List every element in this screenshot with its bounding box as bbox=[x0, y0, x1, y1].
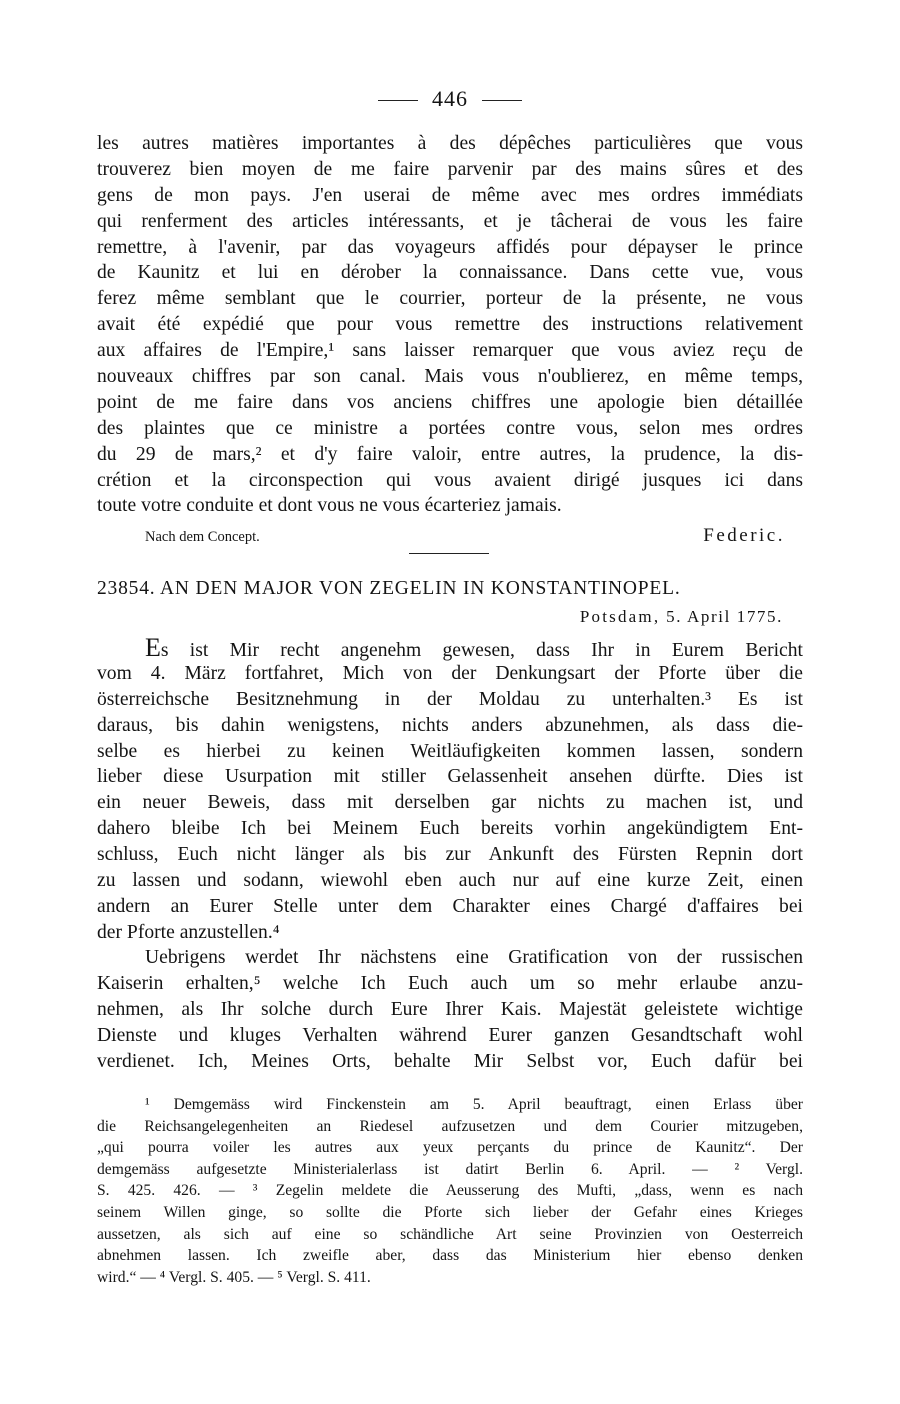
header-dash-left bbox=[378, 100, 418, 101]
footnote-line: wird.“ — ⁴ Vergl. S. 405. — ⁵ Vergl. S. 411. bbox=[97, 1268, 371, 1286]
source-note: Nach dem Concept. bbox=[145, 529, 260, 545]
text-line: qui renferment des articles intéressants, et je tâcherai de vous les faire bbox=[97, 210, 803, 232]
document-heading bbox=[97, 578, 803, 600]
text-line: vom 4. März fortfahret, Mich von der Denkungsart der Pforte über die bbox=[97, 662, 803, 684]
text-line: der Pforte anzustellen.⁴ bbox=[97, 921, 280, 943]
footnote-line: „qui pourra voiler les autres aux yeux perçants du prince de Kaunitz“. Der bbox=[97, 1139, 803, 1157]
text-line: Kaiserin erhalten,⁵ welche Ich Euch auch um so mehr erlaube anzu- bbox=[97, 972, 803, 994]
text-line: gens de mon pays. J'en userai de même avec mes ordres immédiats bbox=[97, 184, 803, 206]
text-line: Dienste und kluges Verhalten während Eurer ganzen Gesandtschaft wohl bbox=[97, 1024, 803, 1046]
text-line: daraus, bis dahin wenigstens, nichts anders abzunehmen, als dass die- bbox=[97, 714, 803, 736]
footnote-line: abnehmen lassen. Ich zweifle aber, dass das Ministerium hier ebenso denken bbox=[97, 1247, 803, 1265]
text-line: nehmen, als Ihr solche durch Eure Ihrer Kais. Majestät geleistete wichtige bbox=[97, 998, 803, 1020]
text-line: nouveaux chiffres par son canal. Mais vous n'oublierez, en même temps, bbox=[97, 366, 803, 388]
text-line: aux affaires de l'Empire,¹ sans laisser remarquer que vous aviez reçu de bbox=[97, 340, 803, 362]
text-line: ein neuer Beweis, dass mit derselben gar nichts zu machen ist, und bbox=[97, 792, 803, 814]
footnote-line: die Reichsangelegenheiten an Riedesel aufzusetzen und dem Courier mitzugeben, bbox=[97, 1117, 803, 1135]
footnote-line: S. 425. 426. — ³ Zegelin meldete die Aeusserung des Mufti, „dass, wenn es nach bbox=[97, 1182, 803, 1200]
text-line: österreichsche Besitznehmung in der Moldau zu unterhalten.³ Es ist bbox=[97, 688, 803, 710]
document-title: AN DEN MAJOR VON ZEGELIN IN KONSTANTINOPEL. bbox=[160, 578, 681, 599]
text-line: de Kaunitz et lui en dérober la connaissance. Dans cette vue, vous bbox=[97, 262, 803, 284]
letter-closing bbox=[145, 525, 795, 549]
text-line: les autres matières importantes à des dépêches particulières que vous bbox=[97, 133, 803, 154]
letter-continuation bbox=[97, 131, 803, 519]
footnote-line: ¹ Demgemäss wird Finckenstein am 5. April beauftragt, einen Erlass über bbox=[145, 1096, 803, 1113]
text-line: crétion et la circonspection qui vous avaient dirigé jusques ici dans bbox=[97, 469, 803, 491]
dateline-place: Potsdam, bbox=[579, 607, 661, 626]
text-line: point de me faire dans vos anciens chiffres une apologie bien détaillée bbox=[97, 391, 803, 413]
initial-letter: E bbox=[145, 633, 161, 662]
text-line: andern an Eurer Stelle unter dem Charakter eines Chargé d'affaires bei bbox=[97, 895, 803, 917]
text-line: avait été expédié que pour vous remettre des instructions relativement bbox=[97, 314, 803, 336]
text-line bbox=[97, 635, 803, 661]
text-line: des plaintes que ce ministre a portées contre vous, selon mes ordres bbox=[97, 417, 803, 439]
footnotes bbox=[97, 1094, 803, 1288]
text-line: Uebrigens werdet Ihr nächstens eine Gratification von der russischen bbox=[145, 947, 803, 968]
page-number: 446 bbox=[432, 86, 468, 111]
footnote-line: seinem Willen ginge, so sollte die Pforte sich lieber der Gefahr eines Krieges bbox=[97, 1203, 803, 1221]
text-line: verdienet. Ich, Meines Orts, behalte Mir Selbst vor, Euch dafür bei bbox=[97, 1050, 803, 1072]
text-line: dahero bleibe Ich bei Meinem Euch bereits vorhin angekündigtem Ent- bbox=[97, 818, 803, 840]
dateline-date: 5. April 1775. bbox=[666, 607, 783, 626]
text-line: ferez même semblant que le courrier, porteur de la présente, ne vous bbox=[97, 288, 803, 310]
text-line: du 29 de mars,² et d'y faire valoir, entre autres, la prudence, la dis- bbox=[97, 443, 803, 465]
text-line: lieber diese Usurpation mit stiller Gelassenheit ansehen dürfte. Dies ist bbox=[97, 766, 803, 788]
footnote-line: aussetzen, als sich auf eine so schändliche Art seine Provinzien von Oesterreich bbox=[97, 1225, 803, 1243]
text-line: trouverez bien moyen de me faire parvenir par des mains sûres et des bbox=[97, 158, 803, 180]
text-line: schluss, Euch nicht länger als bis zur Ankunft des Fürsten Repnin dort bbox=[97, 844, 803, 866]
text-line: remettre, à l'avenir, par das voyageurs affidés pour dépayser le prince bbox=[97, 236, 803, 258]
text-line: zu lassen und sodann, wiewohl eben auch nur auf eine kurze Zeit, einen bbox=[97, 870, 803, 892]
dateline bbox=[580, 607, 783, 627]
letter-paragraph-2 bbox=[97, 945, 803, 1074]
text-line: selbe es hierbei zu keinen Weitläufigkeiten kommen lassen, sondern bbox=[97, 740, 803, 762]
header-dash-right bbox=[482, 100, 522, 101]
document-number: 23854. bbox=[97, 578, 156, 599]
signature: Federic. bbox=[703, 525, 785, 546]
section-divider bbox=[409, 553, 489, 554]
page-header bbox=[97, 86, 803, 112]
text-line-content: s ist Mir recht angenehm gewesen, dass Ihr in Eurem Bericht bbox=[160, 640, 803, 661]
footnote-line: demgemäss aufgesetzte Ministerialerlass ist datirt Berlin 6. April. — ² Vergl. bbox=[97, 1160, 803, 1178]
letter-paragraph-1 bbox=[97, 635, 803, 946]
text-line: toute votre conduite et dont vous ne vous écarteriez jamais. bbox=[97, 495, 562, 517]
